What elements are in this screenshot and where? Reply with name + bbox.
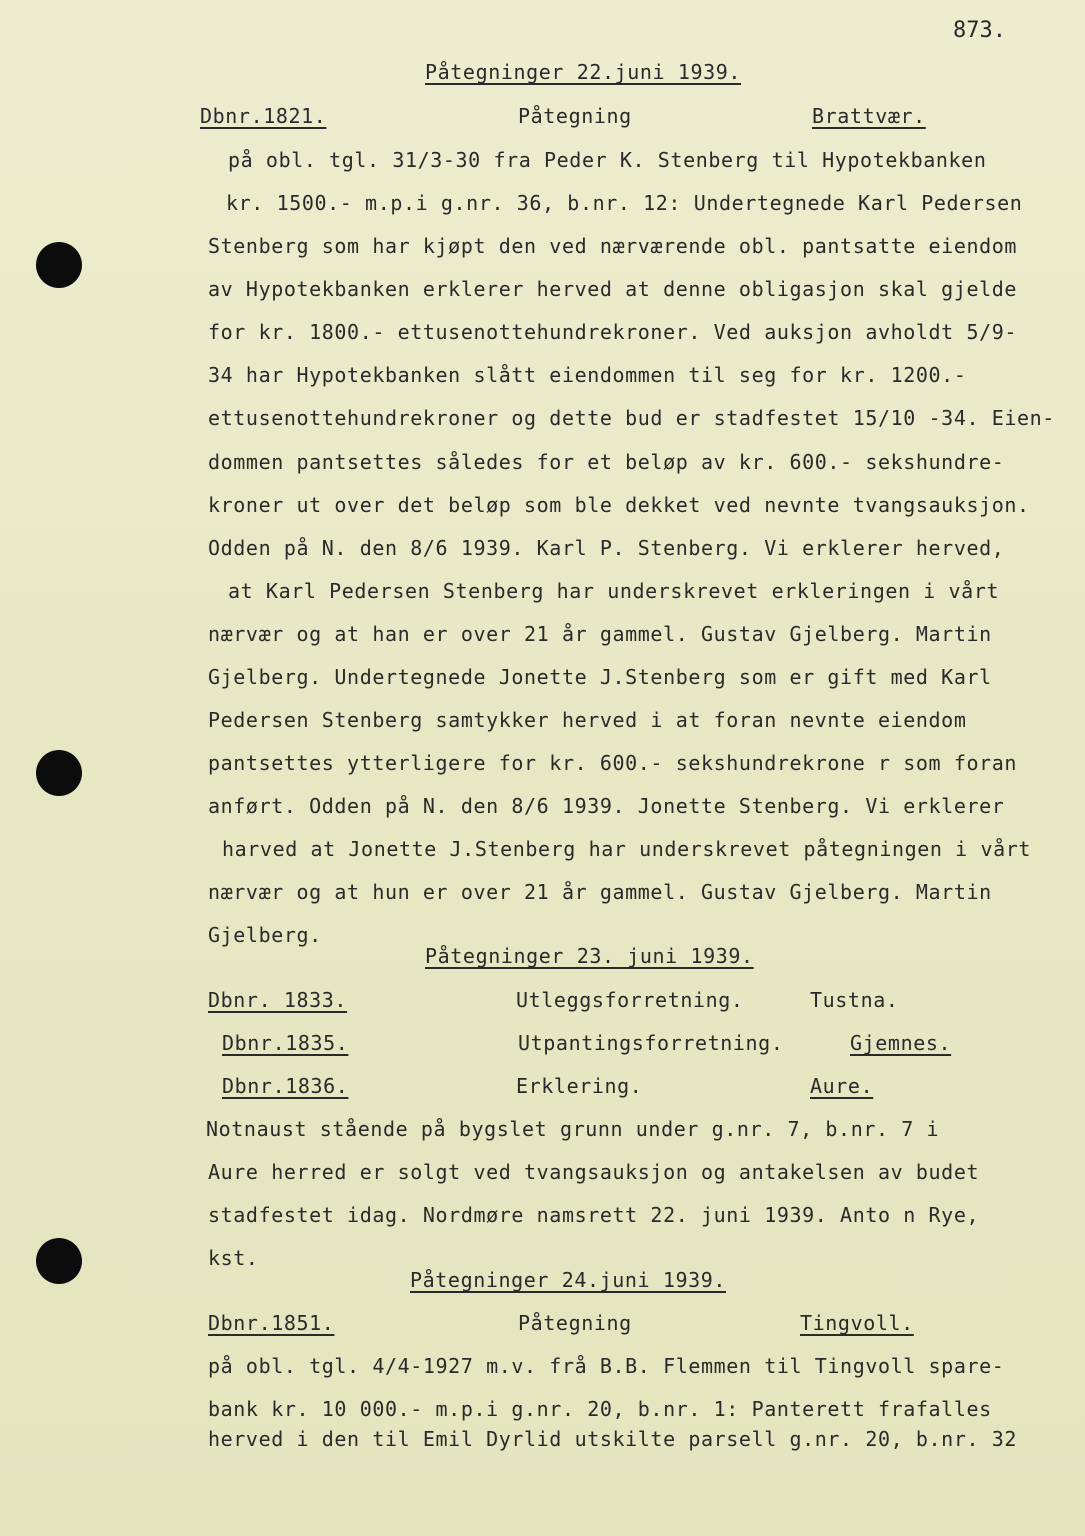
section-heading: Påtegninger 22.juni 1939. xyxy=(425,60,742,84)
punch-hole-icon xyxy=(36,1238,82,1284)
text-line: Pedersen Stenberg samtykker herved i at foran nevnte eiendom xyxy=(208,708,967,732)
text-line: kr. 1500.- m.p.i g.nr. 36, b.nr. 12: Undertegnede Karl Pedersen xyxy=(226,191,1023,215)
text-line: kst. xyxy=(208,1246,259,1270)
entry-place: Aure. xyxy=(810,1074,874,1098)
text-line: for kr. 1800.- ettusenottehundrekroner. Ved auksjon avholdt 5/9- xyxy=(208,320,1018,344)
entry-type: Erklering. xyxy=(516,1074,643,1098)
text-line: stadfestet idag. Nordmøre namsrett 22. juni 1939. Anto n Rye, xyxy=(208,1203,980,1227)
text-line: Gjelberg. xyxy=(208,923,322,947)
entry-dbnr: Dbnr.1851. xyxy=(208,1311,335,1335)
page-number: 873. xyxy=(953,18,1006,43)
text-line: at Karl Pedersen Stenberg har underskrevet erkleringen i vårt xyxy=(228,579,1000,603)
entry-place: Brattvær. xyxy=(812,104,926,128)
section-heading: Påtegninger 23. juni 1939. xyxy=(425,944,754,968)
text-line: Gjelberg. Undertegnede Jonette J.Stenberg som er gift med Karl xyxy=(208,665,992,689)
text-line: nærvær og at hun er over 21 år gammel. Gustav Gjelberg. Martin xyxy=(208,880,992,904)
text-line: på obl. tgl. 31/3-30 fra Peder K. Stenberg til Hypotekbanken xyxy=(228,148,987,172)
section-heading: Påtegninger 24.juni 1939. xyxy=(410,1268,727,1292)
entry-type: Påtegning xyxy=(518,1311,632,1335)
text-line: harved at Jonette J.Stenberg har underskrevet påtegningen i vårt xyxy=(222,837,1032,861)
text-line: dommen pantsettes således for et beløp av kr. 600.- sekshundre- xyxy=(208,450,1005,474)
entry-place: Tustna. xyxy=(810,988,899,1012)
text-line: Notnaust stående på bygslet grunn under g.nr. 7, b.nr. 7 i xyxy=(206,1117,940,1141)
text-line: ettusenottehundrekroner og dette bud er stadfestet 15/10 -34. Eien- xyxy=(208,406,1055,430)
entry-dbnr: Dbnr.1821. xyxy=(200,104,327,128)
punch-hole-icon xyxy=(36,750,82,796)
text-line: Stenberg som har kjøpt den ved nærværende obl. pantsatte eiendom xyxy=(208,234,1018,258)
text-line: Aure herred er solgt ved tvangsauksjon og antakelsen av budet xyxy=(208,1160,980,1184)
text-line: bank kr. 10 000.- m.p.i g.nr. 20, b.nr. 1: Panterett frafalles xyxy=(208,1397,992,1421)
punch-hole-icon xyxy=(36,242,82,288)
entry-place: Gjemnes. xyxy=(850,1031,952,1055)
entry-type: Utleggsforretning. xyxy=(516,988,744,1012)
entry-type: Utpantingsforretning. xyxy=(518,1031,784,1055)
text-line: pantsettes ytterligere for kr. 600.- sekshundrekrone r som foran xyxy=(208,751,1018,775)
entry-place: Tingvoll. xyxy=(800,1311,914,1335)
text-line: kroner ut over det beløp som ble dekket ved nevnte tvangsauksjon. xyxy=(208,493,1030,517)
entry-dbnr: Dbnr.1835. xyxy=(222,1031,349,1055)
text-line: 34 har Hypotekbanken slått eiendommen til seg for kr. 1200.- xyxy=(208,363,967,387)
text-line: nærvær og at han er over 21 år gammel. Gustav Gjelberg. Martin xyxy=(208,622,992,646)
entry-dbnr: Dbnr. 1833. xyxy=(208,988,348,1012)
text-line: Odden på N. den 8/6 1939. Karl P. Stenberg. Vi erklerer herved, xyxy=(208,536,1005,560)
text-line: av Hypotekbanken erklerer herved at denne obligasjon skal gjelde xyxy=(208,277,1018,301)
entry-dbnr: Dbnr.1836. xyxy=(222,1074,349,1098)
text-line: på obl. tgl. 4/4-1927 m.v. frå B.B. Flemmen til Tingvoll spare- xyxy=(208,1354,1005,1378)
text-line: herved i den til Emil Dyrlid utskilte parsell g.nr. 20, b.nr. 32 xyxy=(208,1427,1018,1451)
text-line: anført. Odden på N. den 8/6 1939. Jonette Stenberg. Vi erklerer xyxy=(208,794,1005,818)
entry-type: Påtegning xyxy=(518,104,632,128)
